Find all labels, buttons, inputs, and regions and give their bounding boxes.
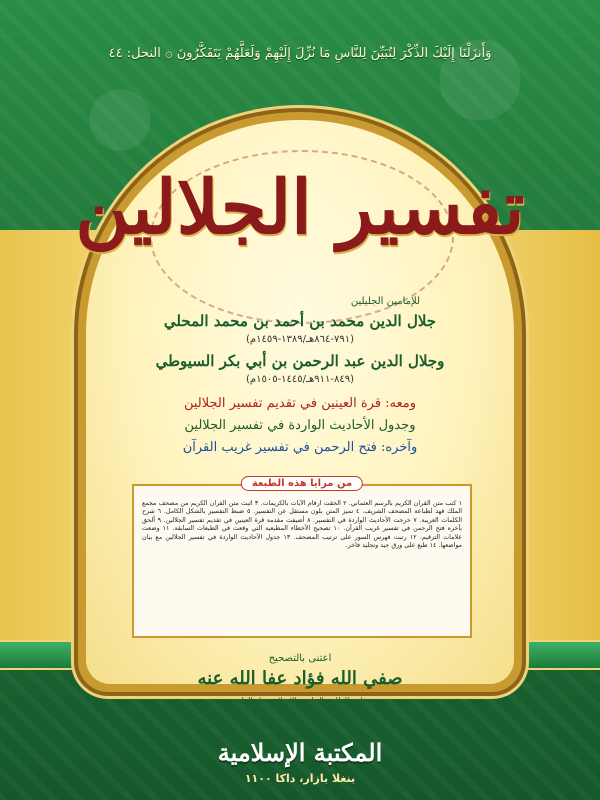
author-1-dates: (٧٩١-٨٦٤هـ/١٣٨٩-١٤٥٩م) bbox=[245, 334, 354, 345]
features-tag: من مزايا هذه الطبعة bbox=[241, 476, 363, 491]
corrector-title: خادم الطلبة بالجامعة الإسلامية دار العلوم bbox=[232, 696, 368, 705]
author-2-dates: (٨٤٩-٩١١هـ/١٤٤٥-١٥٠٥م) bbox=[245, 374, 354, 385]
corrector-name: صفي الله فؤاد عفا الله عنه bbox=[197, 668, 403, 689]
quran-verse: وَأَنزَلْنَا إِلَيْكَ الذِّكْرَ لِتُبَيِّنَ لِلنَّاسِ مَا نُزِّلَ إِلَيْهِمْ وَلَعَلَّهُمْ يَتَفَكَّرُونَ ۞ النحل: ٤٤ bbox=[108, 46, 492, 61]
extra-fath-rahman: وآخره: فتح الرحمن في تفسير غريب القرآن bbox=[182, 440, 418, 455]
author-1: جلال الدين محمد بن أحمد بن محمد المحلي bbox=[163, 312, 437, 330]
author-2: وجلال الدين عبد الرحمن بن أبي بكر السيوطي bbox=[155, 352, 445, 370]
book-title: تفسير الجلالين bbox=[75, 165, 525, 251]
corrected-label: اعتنى بالتصحيح bbox=[268, 653, 332, 664]
authors-label: للإمامين الجليلين bbox=[350, 296, 420, 307]
extra-hadith-table: وجدول الأحاديث الواردة في تفسير الجلالين bbox=[184, 418, 416, 433]
features-text: ١ كتب متن القرآن الكريم بالرسم العثماني. ٢ ألحقت أرقام الآيات بالكريمات. ٣ أثبت متن القرآن الكريم من مصحف مجمع الملك فهد لطباعة المصحف الشريف. ٤ تميز المتن بلون مستقل عن التفسير. ٥ ضبط التفسير بالشكل الكامل. ٦ شرح الكلمات الغريبة. ٧ خرجت الأحاديث الواردة في التفسير. ٨ أضيفت مقدمة قرة العينين في تقديم تفسير الجلالين. ٩ ألحق بآخره فتح الرحمن في تفسير غريب القرآن. ١٠ تصحيح الأخطاء المطبعية التي وقعت في الطبعات السابقة. ١١ وضعت علامات الترقيم. ١٢ رتبت فهرس السور على ترتيب المصحف. ١٣ جدول الأحاديث الواردة في تفسير الجلالين مع بيان مواضعها. ١٤ طبع على ورق جيد وتجليد فاخر. bbox=[142, 500, 462, 550]
publisher-name: المكتبة الإسلامية bbox=[217, 738, 383, 767]
publisher-address: بنغلا بازار، داكا ١١٠٠ bbox=[244, 772, 356, 785]
features-box bbox=[132, 478, 472, 638]
extra-qurrat: ومعه: قرة العينين في تقديم تفسير الجلالين bbox=[183, 396, 417, 411]
